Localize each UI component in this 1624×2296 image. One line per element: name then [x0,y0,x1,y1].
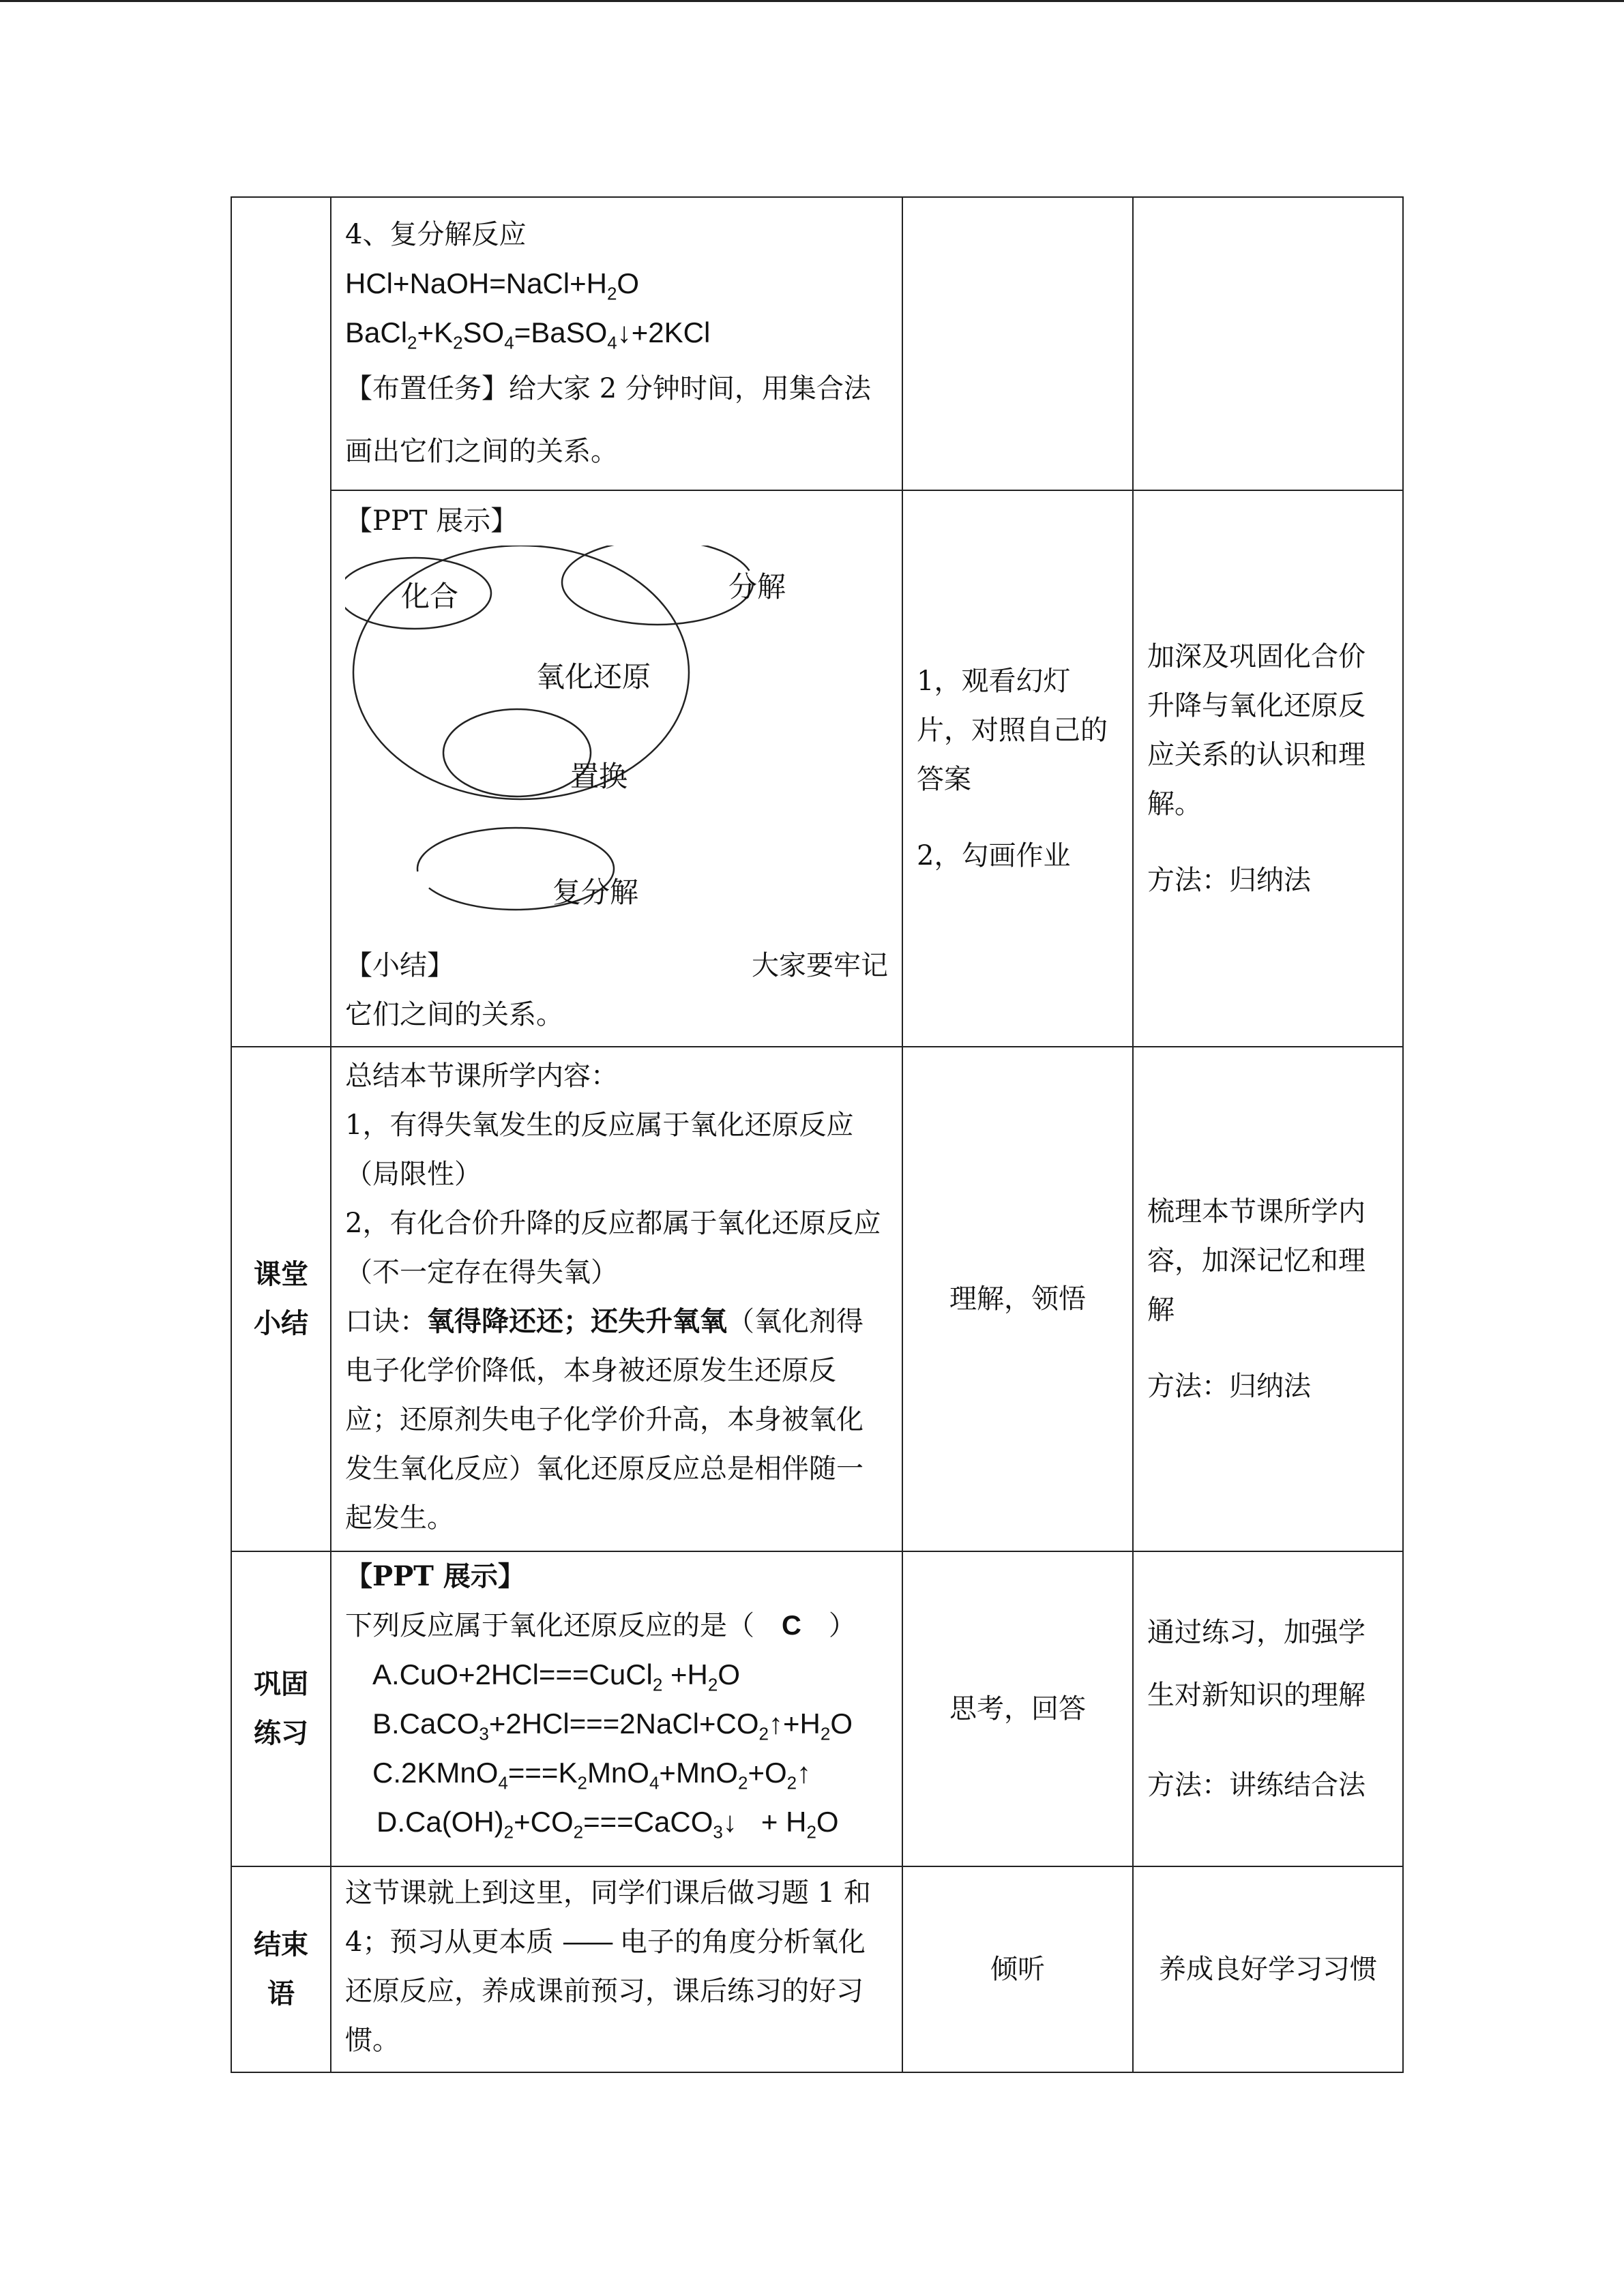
closing-intent-cell: 养成良好学习习惯 [1133,1866,1403,2072]
practice-intent-cell [1133,1551,1403,1866]
label-cell-empty [231,197,331,1047]
ppt-tag: 【PPT 展示】 [345,505,518,537]
closing-text: 这节课就上到这里，同学们课后做习题 1 和 4；预习从更本质 —— 电子的角度分析氧化还原反应，养成课前预习，课后练习的好习惯。 [345,1877,871,2056]
row-ppt-diagram [231,490,1403,1047]
practice-student-cell: 思考，回答 [902,1551,1133,1866]
practice-content-cell [331,1551,902,1866]
ellipse-displacement [443,709,591,796]
practice-method-text: 方法：讲练结合法 [1147,1770,1365,1801]
closing-dash: —— [562,1926,612,1958]
intent-text: 加深及巩固化合价升降与氧化还原反应关系的认识和理解。 [1147,641,1365,820]
closing-student-cell: 倾听 [902,1866,1133,2072]
summary-line-2: 它们之间的关系。 [345,999,563,1030]
summary-intent-text: 梳理本节课所学内容，加深记忆和理解 [1147,1196,1365,1326]
label-practice: 巩固练习 [231,1551,331,1866]
label-closing: 结束语 [231,1866,331,2072]
design-intent-cell [1133,490,1403,1047]
label-fufenjie: 复分解 [552,876,639,909]
summary-method-text: 方法：归纳法 [1147,1371,1311,1402]
label-huahe: 化合 [401,580,459,613]
row-double-decomposition [231,197,1403,490]
summary-line: 【小结】 大家要牢记 [345,950,888,981]
label-zhihuan: 置换 [570,760,628,793]
summary-intro: 总结本节课所学内容： [345,1060,618,1092]
student-step-1: 1，观看幻灯片，对照自己的答案 [917,666,1108,795]
option-a: A.CuO+2HCl===CuCl$_2$ $+H_2O$ [372,1658,740,1695]
summary-intent-cell [1133,1047,1403,1551]
student-cell-empty [902,197,1133,490]
practice-intent-text: 通过练习，加强学生对新知识的理解 [1147,1617,1365,1711]
student-step-2: 2，勾画作业 [917,840,1071,871]
reactions-cell [331,197,902,490]
label-class-summary: 课堂小结 [231,1047,331,1551]
summary-point-2: 2，有化合价升降的反应都属于氧化还原反应（不一定存在得失氧） [345,1208,881,1288]
section-heading: 4、复分解反应 [345,219,527,250]
answer-letter: C [782,1611,801,1641]
equation-hcl-naoh: $HCl+NaOH=NaCl+H_2O$ [345,267,640,304]
method-text: 方法：归纳法 [1147,865,1311,896]
option-b: $B.CaCO_3+2HCl===2NaCl+CO_2↑+H_2O$ [372,1708,853,1744]
summary-content-cell [331,1047,902,1551]
option-c: $C.2KMnO_4===K_2MnO_4+MnO_2+O_2↑$ [372,1757,812,1793]
equation-bacl2-k2so4: $BaCl_2+K_2SO_4=BaSO_4↓+2KCl$ [345,316,711,353]
summary-point-1: 1，有得失氧发生的反应属于氧化还原反应（局限性） [345,1109,854,1190]
student-activity-cell [902,490,1133,1047]
row-class-summary [231,1047,1403,1551]
task-instruction: 【布置任务】给大家 2 分钟时间，用集合法画出它们之间的关系。 [345,373,871,467]
lesson-plan-table [231,196,1404,2073]
intent-cell-empty [1133,197,1403,490]
closing-content-cell [331,1866,902,2072]
summary-student-cell: 理解，领悟 [902,1047,1133,1551]
option-d: $D.Ca(OH)_2+CO_2===CaCO_3↓ + H_2O$ [377,1806,839,1843]
label-fenjie: 分解 [728,570,786,603]
row-closing [231,1866,1403,2072]
page-top-border [0,0,1624,2]
practice-question: 下列反应属于氧化还原反应的是（ C ） [345,1601,888,1650]
row-practice [231,1551,1403,1866]
diagram-cell [331,490,902,1047]
set-relationship-diagram [345,546,889,955]
label-yanghua: 氧化还原 [536,660,651,694]
practice-ppt-tag: 【PPT 展示】 [345,1560,525,1592]
summary-mnemonic: 口诀：氧得降还还；还失升氧氧（氧化剂得电子化学价降低，本身被还原发生还原反应；还原剂失电子化学价升高，本身被氧化发生氧化反应）氧化还原反应总是相伴随一起发生。 [345,1305,863,1534]
